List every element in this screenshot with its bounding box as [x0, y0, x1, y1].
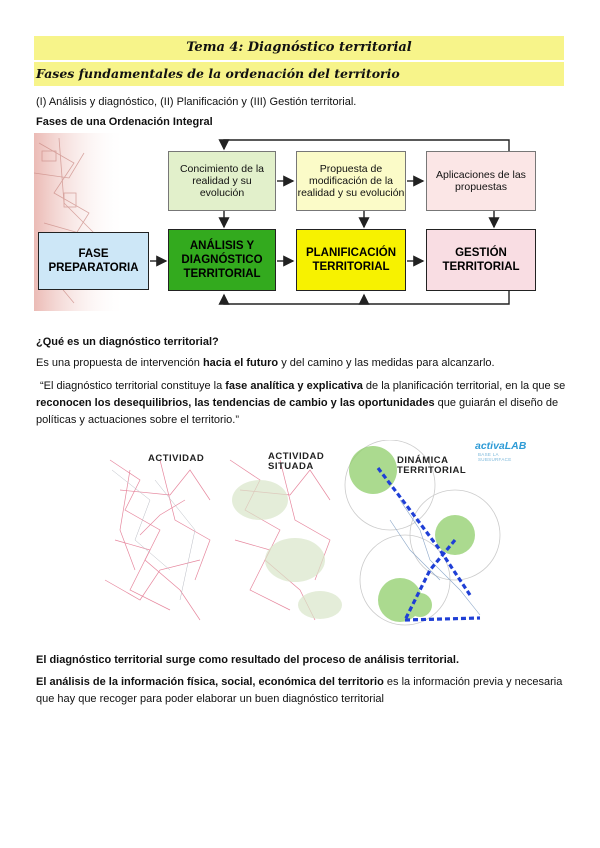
territorial-maps-figure	[100, 440, 527, 630]
analysis-text: es la información previa y necesaria que hay que recoger para poder elaborar un buen diagnóstico territorial	[36, 676, 563, 705]
phase-box-management	[426, 229, 536, 291]
activalab-logo-sub: BASE LA SUBSURFACE	[478, 452, 512, 462]
quote-text-1: “El diagnóstico territorial constituye la	[40, 380, 226, 392]
page-subtitle: Fases fundamentales de la ordenación del territorio	[34, 62, 564, 86]
top-box-applications	[426, 151, 536, 211]
map-label-territorial-dynamics: DINÁMICA TERRITORIAL	[397, 455, 467, 476]
phase-box-planning-label: PLANIFICACIÓN TERRITORIAL	[305, 247, 397, 273]
definition-bold-1: hacia el futuro	[202, 357, 279, 369]
quote-text-3: que guiarán el diseño de políticas y actuaciones sobre el territorio.”	[36, 397, 559, 426]
top-box-applications-label: Aplicaciones de las propuestas	[436, 169, 526, 193]
diagram-heading: Fases de una Ordenación Integral	[36, 116, 213, 128]
quote-bold-1: fase analítica y explicativa	[225, 380, 363, 392]
phase-box-management-label: GESTIÓN TERRITORIAL	[442, 247, 520, 273]
phase-box-planning	[296, 229, 406, 291]
analysis-bold: El análisis de la información física, social, económica del territorio	[36, 676, 384, 688]
phase-box-analysis	[168, 229, 276, 291]
map-label-activity: ACTIVIDAD	[148, 453, 205, 464]
phase-box-preparatory-label: FASE PREPARATORIA	[48, 248, 139, 274]
quote-text-2: de la planificación territorial, en la que se	[362, 380, 566, 392]
quote-bold-2: reconocen los desequilibrios, las tendencias de cambio y las oportunidades	[36, 397, 435, 409]
phase-box-preparatory	[38, 232, 149, 290]
definition-text-2: y del camino y las medidas para alcanzarlo.	[278, 357, 495, 369]
phases-diagram	[34, 133, 544, 311]
top-box-knowledge-label: Concimiento de la realidad y su evolución	[179, 163, 265, 199]
section-question: ¿Qué es un diagnóstico territorial?	[36, 336, 219, 348]
top-box-knowledge	[168, 151, 276, 211]
definition-paragraph	[36, 355, 495, 371]
activalab-logo: activaLAB	[475, 440, 527, 452]
intro-line: (I) Análisis y diagnóstico, (II) Planificación y (III) Gestión territorial.	[36, 96, 357, 108]
top-box-proposal	[296, 151, 406, 211]
conclusion-line: El diagnóstico territorial surge como resultado del proceso de análisis territorial.	[36, 654, 460, 666]
phase-box-analysis-label: ANÁLISIS Y DIAGNÓSTICO TERRITORIAL	[181, 240, 263, 280]
map-label-situated-activity: ACTIVIDAD SITUADA	[268, 451, 325, 472]
page-title: Tema 4: Diagnóstico territorial	[34, 36, 564, 60]
definition-text-1: Es una propuesta de intervención	[36, 357, 203, 369]
top-box-proposal-label: Propuesta de modificación de la realidad y su evolución	[297, 163, 405, 199]
quote-paragraph	[36, 378, 566, 429]
analysis-paragraph	[36, 674, 566, 708]
